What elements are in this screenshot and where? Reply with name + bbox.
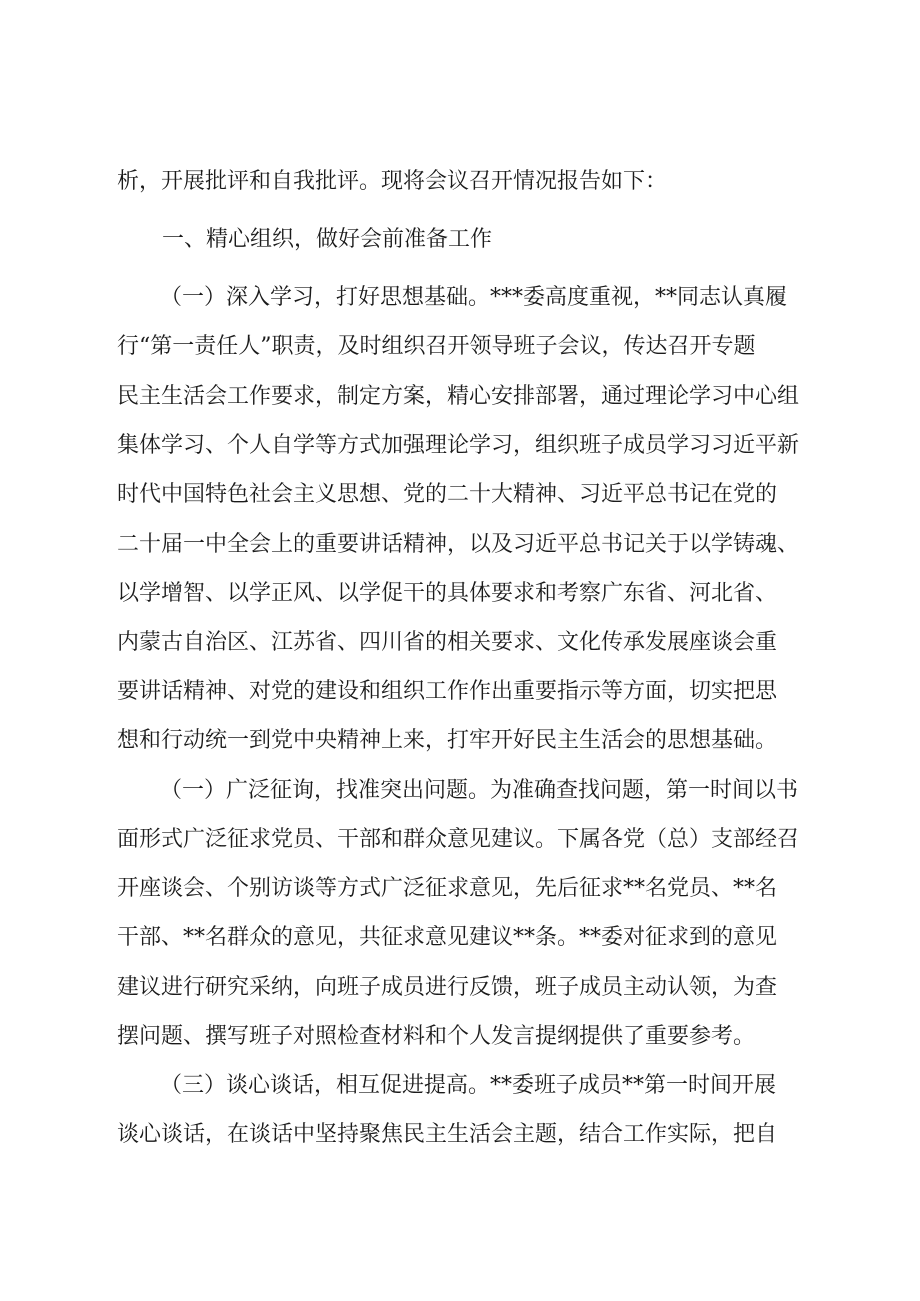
text-line-content: （三）谈心谈话，相互促进提高。**委班子成员**第一时间开展	[160, 1073, 777, 1098]
text-line-content: 想和行动统一到党中央精神上来，打牢开好民主生活会的思想基础。	[117, 728, 778, 753]
text-line-content: 析，开展批评和自我批评。现将会议召开情况报告如下：	[117, 169, 668, 194]
text-line-content: 民主生活会工作要求，制定方案，精心安排部署，通过理论学习中心组	[117, 384, 800, 409]
paragraph-first-line	[0, 771, 920, 811]
text-line-content: 行“第一责任人”职责，及时组织召开领导班子会议，传达召开专题	[117, 334, 756, 359]
text-line-content: 集体学习、个人自学等方式加强理论学习，组织班子成员学习习近平新	[117, 433, 800, 458]
section-heading-text: 一、精心组织，做好会前准备工作	[162, 227, 493, 252]
text-line-content: 二十届一中全会上的重要讲话精神，以及习近平总书记关于以学铸魂、	[117, 532, 800, 557]
text-line	[0, 721, 920, 761]
text-line-content: 面形式广泛征求党员、干部和群众意见建议。下属各党（总）支部经召	[117, 827, 800, 852]
text-line-content: 摆问题、撰写班子对照检查材料和个人发言提纲提供了重要参考。	[117, 1024, 756, 1049]
text-line-content: 干部、**名群众的意见，共征求意见建议**条。**委对征求到的意见	[117, 925, 778, 950]
text-line	[0, 1017, 920, 1057]
text-line-content: （一）深入学习，打好思想基础。***委高度重视，**同志认真履	[160, 285, 788, 310]
text-line	[0, 475, 920, 515]
text-line-content: 谈心谈话，在谈话中坚持聚焦民主生活会主题，结合工作实际，把自	[117, 1122, 778, 1147]
text-line	[0, 377, 920, 417]
paragraph-first-line	[0, 1066, 920, 1106]
text-line-content: 内蒙古自治区、江苏省、四川省的相关要求、文化传承发展座谈会重	[117, 630, 778, 655]
text-line	[0, 327, 920, 367]
text-line-content: 时代中国特色社会主义思想、党的二十大精神、习近平总书记在党的	[117, 482, 778, 507]
text-line	[0, 623, 920, 663]
text-line	[0, 968, 920, 1008]
text-line	[0, 426, 920, 466]
text-line	[0, 525, 920, 565]
text-line	[0, 672, 920, 712]
text-line-content: （一）广泛征询，找准突出问题。为准确查找问题，第一时间以书	[160, 778, 799, 803]
text-line	[0, 869, 920, 909]
text-line-content: 建议进行研究采纳，向班子成员进行反馈，班子成员主动认领，为查	[117, 975, 778, 1000]
text-line-content: 以学增智、以学正风、以学促干的具体要求和考察广东省、河北省、	[117, 581, 778, 606]
text-line	[0, 574, 920, 614]
paragraph-first-line	[0, 278, 920, 318]
text-line-content: 开座谈会、个别访谈等方式广泛征求意见，先后征求**名党员、**名	[117, 876, 778, 901]
section-heading	[0, 220, 920, 260]
text-line	[0, 918, 920, 958]
text-line	[0, 162, 920, 202]
text-line-content: 要讲话精神、对党的建设和组织工作作出重要指示等方面，切实把思	[117, 679, 778, 704]
text-line	[0, 1115, 920, 1155]
text-line	[0, 820, 920, 860]
